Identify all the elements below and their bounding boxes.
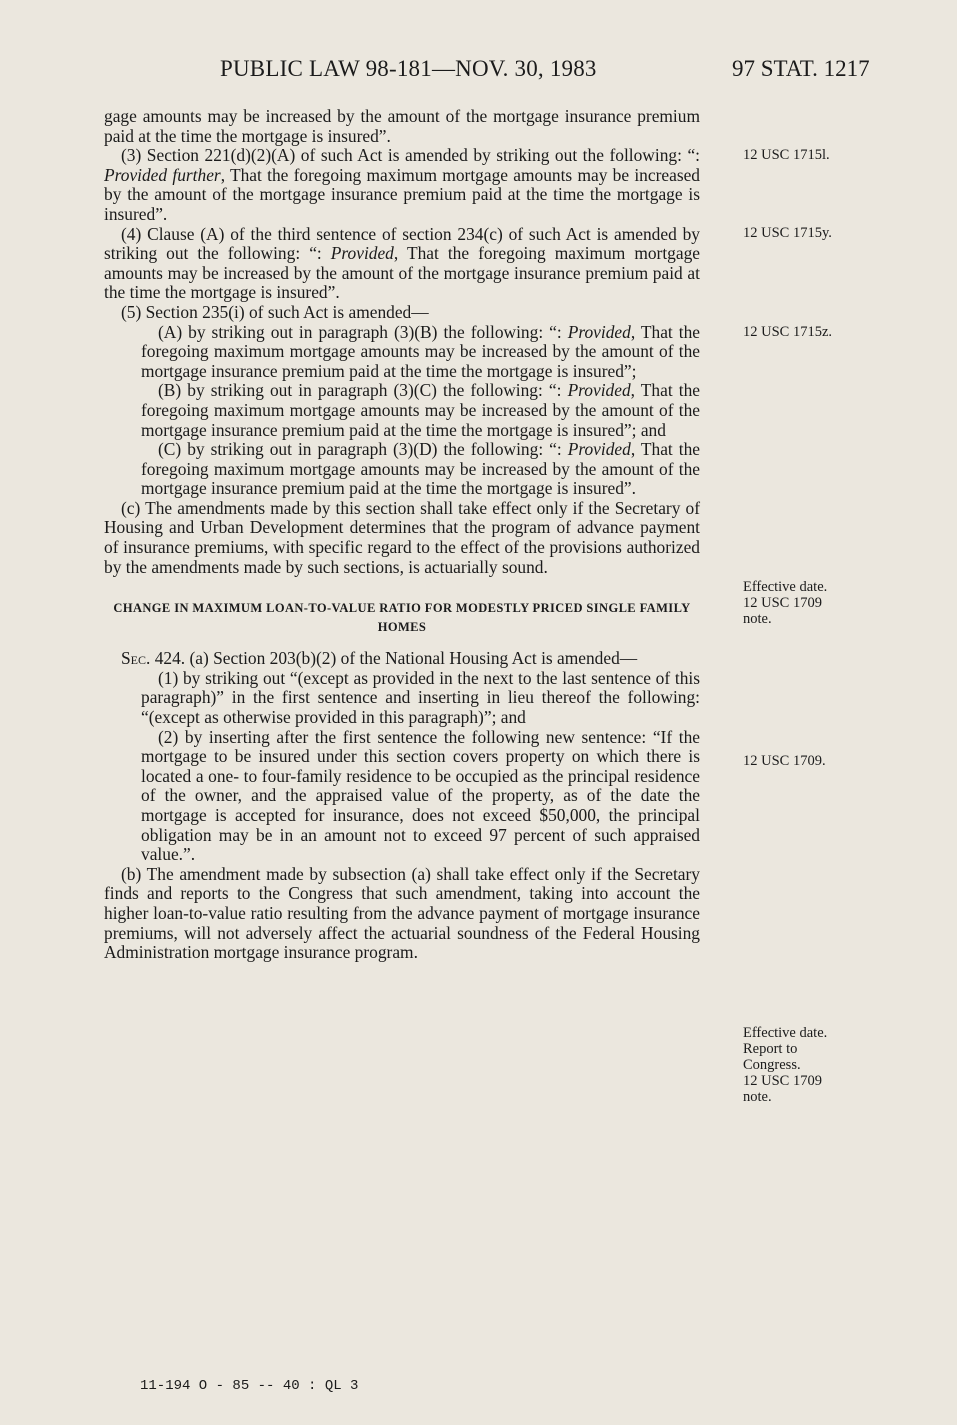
paragraph-c: (c) The amendments made by this section shall take effect only if the Secretary of Housing and Urban Development determines that the program of advance payment of insurance premiums, with specific regard to the effect of the provisions authorized by the amendments made by such sections, is actuarially sound. <box>104 497 700 577</box>
print-footer: 11-194 O - 85 -- 40 : QL 3 <box>140 1378 359 1394</box>
paragraph-3: (3) Section 221(d)(2)(A) of such Act is amended by striking out the following: “: Provided further, That the foregoing maximum mortgage amounts may be increased by the amount of the mortgage insurance premium paid at the time the mortgage is insured”. <box>104 145 700 224</box>
margin-note-effective-date: Effective date. 12 USC 1709 note. <box>743 579 828 627</box>
margin-note-citation: 12 USC 1709. <box>743 753 826 769</box>
section-heading: CHANGE IN MAXIMUM LOAN-TO-VALUE RATIO FOR MODESTLY PRICED SINGLE FAMILY HOMES <box>113 601 691 635</box>
running-header-title: PUBLIC LAW 98-181—NOV. 30, 1983 <box>220 56 597 81</box>
body-text <box>104 107 700 963</box>
subparagraph-b: (B) by striking out in paragraph (3)(C) the following: “: Provided, That the foregoing maximum mortgage amounts may be increased by the amount of the mortgage insurance premium paid at the time the mortgage is insured”; and <box>141 380 700 440</box>
paragraph-5: (5) Section 235(i) of such Act is amended— <box>121 301 429 322</box>
paragraph-b: (b) The amendment made by subsection (a) shall take effect only if the Secretary finds and reports to the Congress that such amendment, taking into account the higher loan-to-value ratio resulting from the advance payment of mortgage insurance premiums, will not adversely affect the actuarial soundness of the Federal Housing Administration mortgage insurance program. <box>104 863 700 963</box>
margin-note-citation: 12 USC 1715l. <box>743 147 830 163</box>
subparagraph-a: (A) by striking out in paragraph (3)(B) the following: “: Provided, That the foregoing maximum mortgage amounts may be increased by the amount of the mortgage insurance premium paid at the time the mortgage is insured”; <box>141 321 701 381</box>
subparagraph-c: (C) by striking out in paragraph (3)(D) the following: “: Provided, That the foregoing maximum mortgage amounts may be increased by the amount of the mortgage insurance premium paid at the time the mortgage is insured”. <box>141 439 701 499</box>
clause-1: (1) by striking out “(except as provided in the next to the last sentence of this paragraph)” in the first sentence and inserting in lieu thereof the following: “(except as otherwise provided in this paragraph)”; and <box>141 667 700 728</box>
paragraph-4: (4) Clause (A) of the third sentence of section 234(c) of such Act is amended by striking out the following: “: Provided, That the foregoing maximum mortgage amounts may be increased by the amount of the mortgage insurance premium paid at the time the mortgage is insured”. <box>104 223 700 303</box>
margin-note-citation: 12 USC 1715y. <box>743 225 832 241</box>
clause-2: (2) by inserting after the first sentence the following new sentence: “If the mortgage to be insured under this section covers property on which there is located a one- to four-family residence to be occupied as the principal residence of the owner, and the appraised value of the property, as of the date the mortgage is accepted for insurance, does not exceed $50,000, the principal obligation may be in an amount not to exceed 97 percent of such appraised value.”. <box>141 726 700 865</box>
running-header-page: 97 STAT. 1217 <box>732 56 870 81</box>
margin-note-citation: 12 USC 1715z. <box>743 324 833 340</box>
margin-note-effective-date-report: Effective date. Report to Congress. 12 USC 1709 note. <box>743 1025 828 1105</box>
paragraph-continuation: gage amounts may be increased by the amount of the mortgage insurance premium paid at the time the mortgage is insured”. <box>104 106 700 146</box>
section-424-intro: Sec. 424. (a) Section 203(b)(2) of the National Housing Act is amended— <box>121 648 638 669</box>
